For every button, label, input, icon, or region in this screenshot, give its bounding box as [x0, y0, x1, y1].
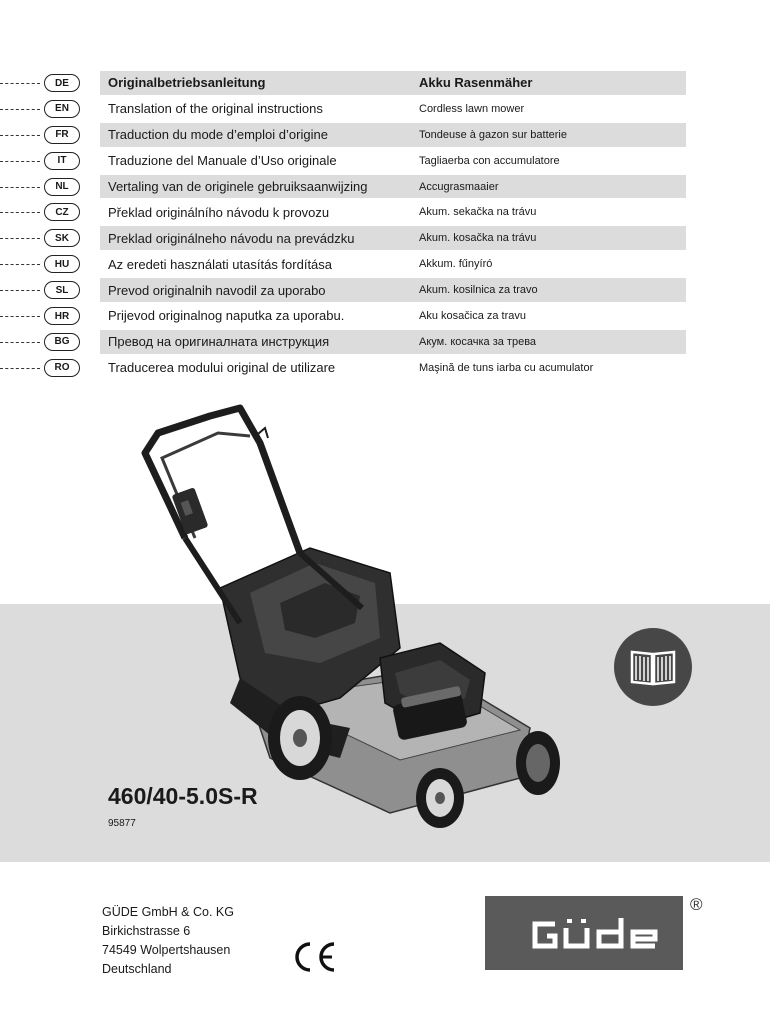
- company-street: Birkichstrasse 6: [102, 924, 191, 938]
- language-badge: NL: [44, 178, 80, 196]
- product-name: Cordless lawn mower: [419, 102, 525, 115]
- company-city: 74549 Wolpertshausen: [102, 943, 231, 957]
- language-badge: SK: [44, 229, 80, 247]
- language-row-fr: [0, 122, 686, 148]
- language-badge: EN: [44, 100, 80, 118]
- language-badge: SL: [44, 281, 80, 299]
- product-name: Aku kosačica za travu: [419, 309, 526, 322]
- company-name: GÜDE GmbH & Co. KG: [102, 905, 234, 919]
- language-row-hr: [0, 303, 686, 329]
- leader-dashes: [0, 368, 40, 369]
- language-row-de: [0, 70, 686, 96]
- language-row-en: [0, 96, 686, 122]
- article-number: 95877: [108, 818, 136, 829]
- product-name: Акум. косачка за трева: [419, 335, 537, 348]
- ce-mark-icon: [290, 940, 342, 974]
- open-book-icon: [614, 628, 692, 706]
- product-name: Akum. kosačka na trávu: [419, 232, 537, 245]
- manual-title: Traducerea modului original de utilizare: [108, 360, 336, 376]
- language-badge: CZ: [44, 203, 80, 221]
- manual-title: Originalbetriebsanleitung: [108, 75, 266, 91]
- language-row-sk: [0, 225, 686, 251]
- language-badge: HR: [44, 307, 80, 325]
- manual-title: Traduzione del Manuale d’Uso originale: [108, 153, 337, 169]
- leader-dashes: [0, 290, 40, 291]
- manual-title: Traduction du mode d’emploi d’origine: [108, 127, 328, 143]
- leader-dashes: [0, 316, 40, 317]
- product-name: Akkum. fűnyíró: [419, 258, 493, 271]
- product-name: Akku Rasenmäher: [419, 75, 533, 91]
- manual-title: Az eredeti használati utasítás fordítása: [108, 256, 333, 272]
- product-name: Accugrasmaaier: [419, 180, 499, 193]
- language-row-sl: [0, 277, 686, 303]
- language-badge: RO: [44, 359, 80, 377]
- language-table: [0, 70, 686, 381]
- language-row-hu: [0, 251, 686, 277]
- language-row-ro: [0, 355, 686, 381]
- language-badge: DE: [44, 74, 80, 92]
- leader-dashes: [0, 212, 40, 213]
- manual-title: Preklad originálneho návodu na prevádzku: [108, 230, 355, 246]
- product-name: Tagliaerba con accumulatore: [419, 154, 560, 167]
- registered-mark: ®: [690, 895, 703, 914]
- lawn-mower-illustration: [100, 398, 560, 833]
- company-address: [102, 903, 234, 979]
- language-badge: HU: [44, 255, 80, 273]
- brand-logo: [485, 896, 683, 970]
- leader-dashes: [0, 135, 40, 136]
- leader-dashes: [0, 342, 40, 343]
- product-name: Akum. sekačka na trávu: [419, 206, 537, 219]
- language-badge: IT: [44, 152, 80, 170]
- manual-title: Vertaling van de originele gebruiksaanwijzing: [108, 179, 368, 194]
- product-name: Akum. kosilnica za travo: [419, 284, 538, 297]
- language-row-bg: [0, 329, 686, 355]
- manual-title: Translation of the original instructions: [108, 101, 323, 117]
- leader-dashes: [0, 238, 40, 239]
- model-number: 460/40-5.0S-R: [108, 783, 258, 809]
- leader-dashes: [0, 161, 40, 162]
- leader-dashes: [0, 187, 40, 188]
- leader-dashes: [0, 264, 40, 265]
- product-name: Tondeuse à gazon sur batterie: [419, 128, 567, 141]
- leader-dashes: [0, 83, 40, 84]
- manual-title: Prevod originalnih navodil za uporabo: [108, 282, 326, 298]
- manual-title: Překlad originálního návodu k provozu: [108, 204, 330, 220]
- manual-title: Prijevod originalnog naputka za uporabu.: [108, 308, 345, 324]
- manual-title: Превод на оригиналната инструкция: [108, 334, 330, 350]
- language-badge: BG: [44, 333, 80, 351]
- language-row-cz: [0, 199, 686, 225]
- language-badge: FR: [44, 126, 80, 144]
- leader-dashes: [0, 109, 40, 110]
- company-country: Deutschland: [102, 962, 172, 976]
- language-row-nl: [0, 174, 686, 200]
- product-name: Maşină de tuns iarba cu acumulator: [419, 361, 594, 374]
- language-row-it: [0, 148, 686, 174]
